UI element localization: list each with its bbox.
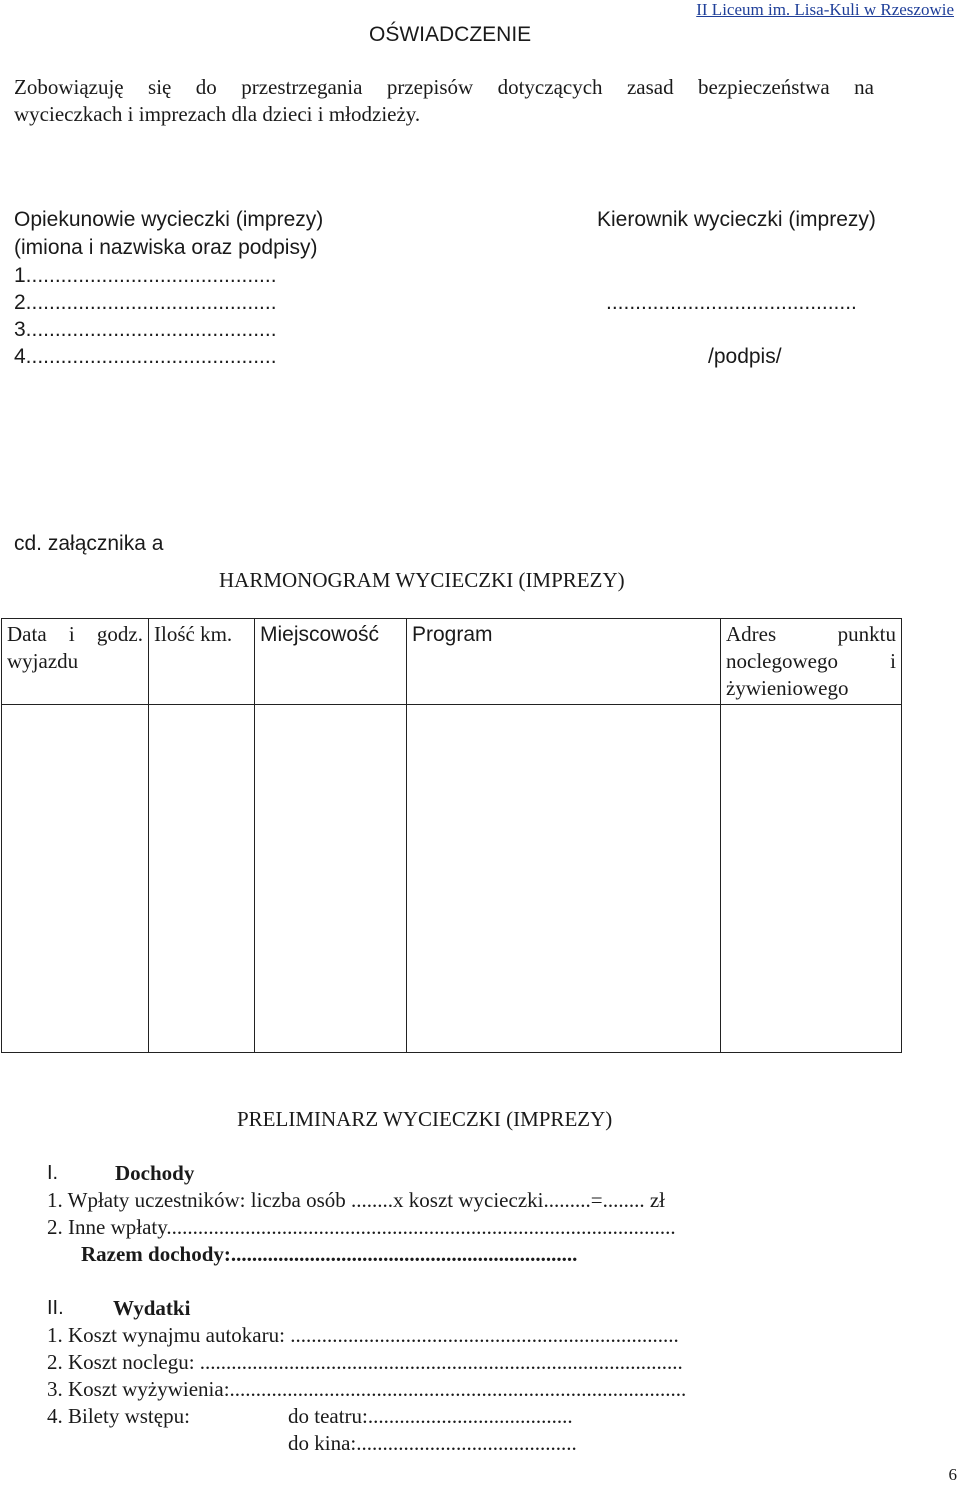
expense-item-4-cinema: do kina:.......................................... — [288, 1431, 577, 1455]
expense-item-4-label: 4. Bilety wstępu: — [47, 1404, 190, 1428]
school-header: II Liceum im. Lisa-Kuli w Rzeszowie — [696, 0, 954, 19]
table-cell[interactable] — [721, 705, 902, 1053]
guardians-subheading: (imiona i nazwiska oraz podpisy) — [14, 236, 318, 259]
guardian-line-3: 3........................................... — [14, 318, 277, 341]
column-header-km: Ilość km. — [149, 619, 255, 705]
schedule-table-wrapper — [1, 618, 901, 1053]
intro-line-1: Zobowiązuję się do przestrzegania przepisów dotyczących zasad bezpieczeństwa na — [14, 75, 874, 99]
expense-item-3: 3. Koszt wyżywienia:....................................................................................... — [47, 1377, 687, 1401]
expenses-numeral: II. — [47, 1297, 64, 1319]
column-header-place: Miejscowość — [255, 619, 407, 705]
income-heading: Dochody — [115, 1161, 195, 1185]
expense-item-4-theatre: do teatru:....................................... — [288, 1404, 573, 1428]
appendix-note: cd. załącznika a — [14, 532, 164, 555]
income-item-1: 1. Wpłaty uczestników: liczba osób ........x koszt wycieczki.........=........ zł — [47, 1188, 665, 1212]
intro-paragraph — [14, 74, 894, 128]
table-cell[interactable] — [149, 705, 255, 1053]
page-title: OŚWIADCZENIE — [369, 23, 532, 46]
guardian-line-4: 4........................................... — [14, 345, 277, 368]
schedule-table — [1, 618, 902, 1053]
income-numeral: I. — [47, 1162, 59, 1184]
guardians-heading: Opiekunowie wycieczki (imprezy) — [14, 208, 324, 231]
table-cell[interactable] — [255, 705, 407, 1053]
income-item-2: 2. Inne wpłaty................................................................................................. — [47, 1215, 676, 1239]
table-cell[interactable] — [407, 705, 721, 1053]
intro-line-2: wycieczkach i imprezach dla dzieci i młodzieży. — [14, 102, 421, 126]
schedule-body-row — [2, 705, 902, 1053]
page-number: 6 — [948, 1465, 957, 1484]
expense-item-1: 1. Koszt wynajmu autokaru: .......................................................................... — [47, 1323, 679, 1347]
column-header-program: Program — [407, 619, 721, 705]
guardian-line-1: 1........................................... — [14, 264, 277, 287]
schedule-title: HARMONOGRAM WYCIECZKI (IMPREZY) — [219, 568, 625, 592]
income-total: Razem dochody:.................................................................. — [81, 1242, 578, 1266]
leader-heading: Kierownik wycieczki (imprezy) — [597, 208, 876, 231]
leader-signature-label: /podpis/ — [708, 345, 782, 368]
column-header-address: Adres punktu noclegowego i żywieniowego — [721, 619, 902, 705]
column-header-date: Data i godz. wyjazdu — [2, 619, 149, 705]
budget-title: PRELIMINARZ WYCIECZKI (IMPREZY) — [237, 1107, 613, 1131]
leader-signature-line: ........................................... — [606, 291, 857, 314]
expenses-heading: Wydatki — [113, 1296, 191, 1320]
table-cell[interactable] — [2, 705, 149, 1053]
schedule-header-row — [2, 619, 902, 705]
guardian-line-2: 2........................................... — [14, 291, 277, 314]
expense-item-2: 2. Koszt noclegu: ............................................................................................ — [47, 1350, 683, 1374]
